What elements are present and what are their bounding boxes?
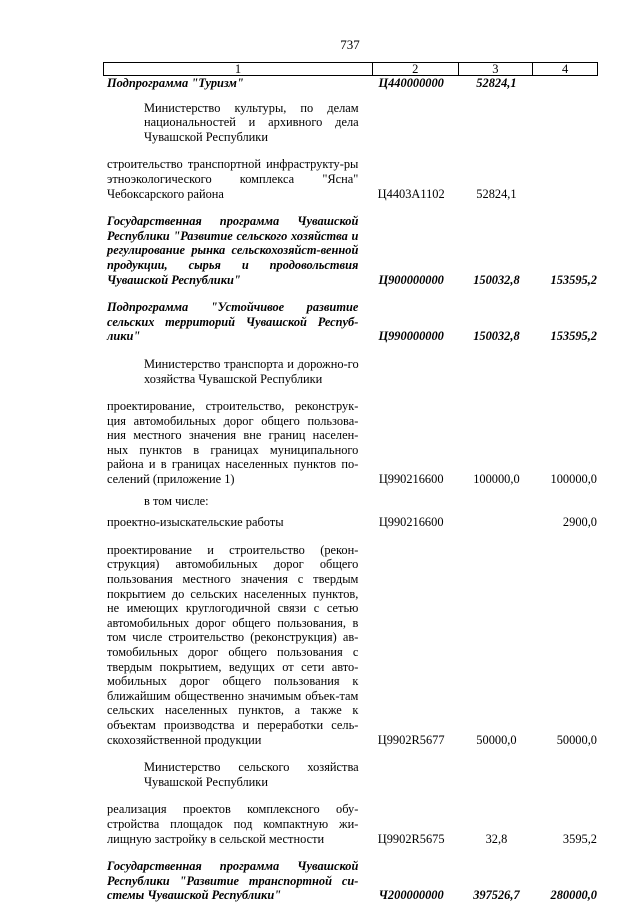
row-value-4: 100000,0 [550, 472, 597, 487]
row-description: Министерство транспорта и дорожно-го хозяйства Чувашской Республики [144, 356, 359, 386]
row-description: проектирование, строительство, реконструк-ция автомобильных дорог общего пользова-ния местного значения вне границ населен-ных пунктов в границах муниципального района и в границах населенных пунктов по-селений (приложение 1) [107, 399, 359, 487]
table-header [103, 62, 598, 76]
table-row [107, 101, 597, 145]
row-description: Министерство культуры, по делам национальностей и архивного дела Чувашской Республики [144, 100, 359, 144]
row-value-3: 397526,7 [473, 888, 520, 903]
table-row [107, 859, 597, 903]
row-value-4: 153595,2 [550, 329, 597, 344]
column-header-1: 1 [234, 62, 242, 76]
row-code: Ц990000000 [378, 329, 444, 344]
row-description: Государственная программа Чувашской Республики "Развитие транспортной си-стемы Чувашской Республики" [107, 859, 359, 903]
row-description: Подпрограмма "Устойчивое развитие сельских территорий Чувашской Респуб-лики" [107, 300, 359, 344]
row-description: реализация проектов комплексного обу-стройства площадок под компактную жи-лищную застройку в сельской местности [107, 802, 359, 846]
row-description: Подпрограмма "Туризм" [107, 76, 244, 90]
row-description: Государственная программа Чувашской Республики "Развитие сельского хозяйства и регулирование рынка сельскохозяйст-венной продукции, сырья и продовольствия Чувашской Республики" [107, 214, 359, 287]
table-row [107, 494, 597, 509]
row-description: проектирование и строительство (рекон-струкция) автомобильных дорог общего пользования местного значения с твердым покрытием до сельских населенных пунктов, не имеющих круглогодичной связи с сетью автомобильных дорог общего пользования, в том числе строительство (реконструкция) ав-томобильных дорог общего пользования с твердым покрытием, ведущих от сети авто-мобильных дорог общего пользования к ближайшим общественно значимым объек-там сельских населенных пунктов, а также к объектам производства и переработки сель-скохозяйственной продукции [107, 542, 359, 747]
table-row [107, 515, 597, 530]
table-row [107, 300, 597, 344]
row-code: Ч200000000 [378, 888, 444, 903]
table-row [107, 399, 597, 487]
row-value-4: 3595,2 [562, 831, 597, 846]
table-row [107, 214, 597, 287]
row-description: проектно-изыскательские работы [107, 515, 284, 530]
row-code: Ц990216600 [378, 472, 444, 487]
row-description: Министерство сельского хозяйства Чувашской Республики [144, 760, 359, 789]
column-header-3: 3 [458, 63, 533, 75]
row-code: Ц440000000 [378, 76, 444, 90]
row-value-4: 153595,2 [550, 272, 597, 287]
row-code: Ц900000000 [378, 272, 444, 287]
table-row [107, 543, 597, 747]
row-code: Ц9902R5677 [377, 732, 445, 747]
row-code: Ц4403А1102 [377, 186, 445, 201]
row-value-3: 52824,1 [476, 76, 517, 90]
column-header-4: 4 [532, 63, 597, 75]
table-row [107, 760, 597, 789]
row-description: в том числе: [144, 493, 209, 508]
row-code: Ц9902R5675 [377, 831, 445, 846]
column-header-2: 2 [372, 63, 458, 75]
table-body [107, 76, 597, 903]
row-value-4: 50000,0 [556, 732, 597, 747]
row-value-3: 150032,8 [473, 329, 520, 344]
row-value-3: 100000,0 [473, 472, 520, 487]
table-row [107, 802, 597, 846]
table-row [107, 357, 597, 386]
row-description: строительство транспортной инфраструкту-ры этноэкологического комплекса "Ясна" Чебоксарского района [107, 157, 359, 201]
row-value-4: 2900,0 [562, 515, 597, 530]
row-value-4: 280000,0 [550, 888, 597, 903]
page-number: 737 [340, 37, 360, 52]
table-row [107, 157, 597, 201]
row-value-3: 150032,8 [473, 272, 520, 287]
row-value-3: 50000,0 [476, 732, 517, 747]
row-code: Ц990216600 [378, 515, 444, 530]
row-value-3: 32,8 [485, 831, 508, 846]
table-row [107, 76, 597, 91]
row-value-3: 52824,1 [476, 186, 517, 201]
